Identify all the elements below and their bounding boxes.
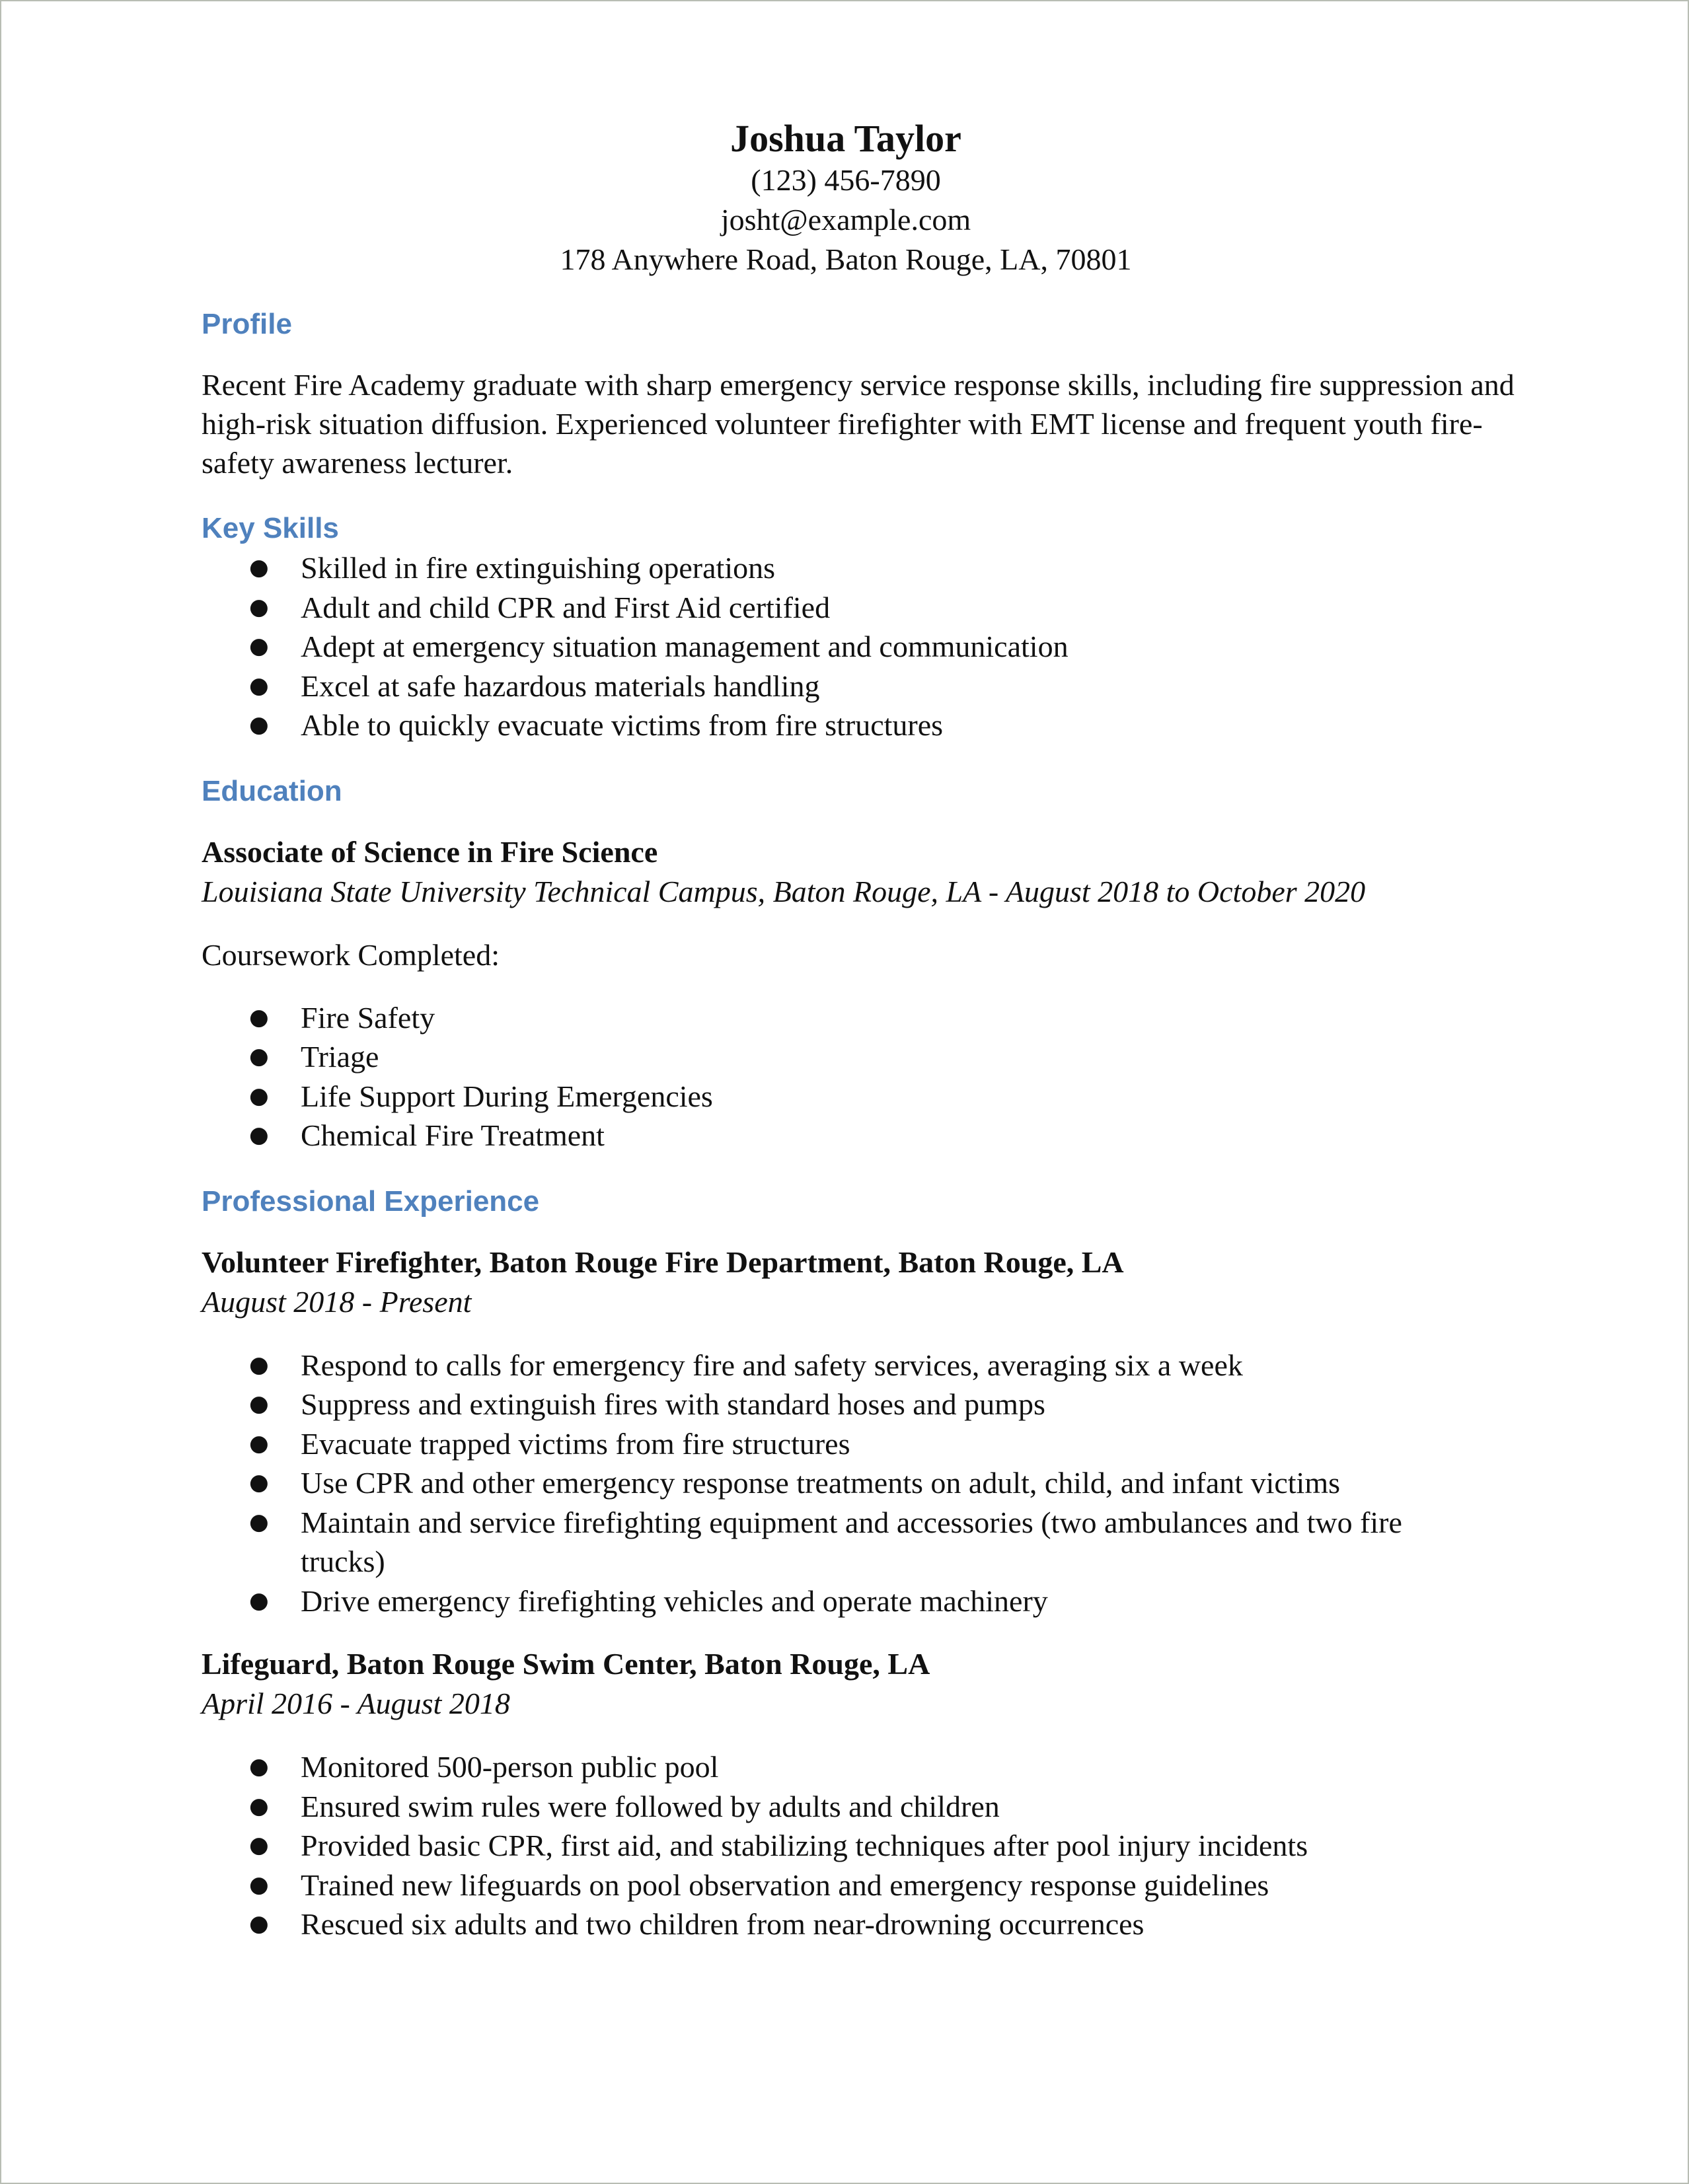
applicant-name: Joshua Taylor [730,117,961,160]
list-item: ● Respond to calls for emergency fire and safety services, averaging six a week [202,1346,1490,1385]
street-address: 178 Anywhere Road, Baton Rouge, LA, 70801 [560,242,1132,276]
list-item: ● Triage [202,1037,1517,1077]
profile-section [202,305,1517,482]
bullet-icon: ● [249,1792,269,1819]
list-item: ● Life Support During Emergencies [202,1077,1517,1116]
profile-heading: Profile [202,308,292,340]
resume-header [202,117,1490,279]
list-item: ● Monitored 500-person public pool [202,1747,1517,1787]
bullet-icon: ● [249,1391,269,1417]
bullet-icon: ● [249,711,269,738]
bullet-icon: ● [249,1587,269,1614]
bullet-icon: ● [249,1003,269,1031]
list-item: ● Rescued six adults and two children from near-drowning occurrences [202,1905,1517,1944]
job-dates: August 2018 - Present [202,1284,472,1319]
bullet-icon: ● [249,1082,269,1109]
list-item: ● Fire Safety [202,998,1517,1038]
list-item: ● Able to quickly evacuate victims from fire structures [202,706,1517,745]
list-item: ● Skilled in fire extinguishing operations [202,548,1517,588]
skills-heading: Key Skills [202,512,339,544]
education-section [202,772,1517,1155]
job-entry [202,1644,1517,1944]
skills-list [202,548,1517,745]
job-dates: April 2016 - August 2018 [202,1687,510,1720]
education-heading: Education [202,774,342,807]
job-duties-list [202,1346,1490,1621]
email-address: josht@example.com [720,203,971,237]
bullet-icon: ● [249,1832,269,1858]
job-title: Lifeguard, Baton Rouge Swim Center, Baton Rouge, LA [202,1647,930,1681]
bullet-icon: ● [249,1871,269,1898]
resume-content [202,117,1517,1944]
experience-section [202,1182,1517,1944]
job-title: Volunteer Firefighter, Baton Rouge Fire Department, Baton Rouge, LA [202,1245,1124,1279]
profile-summary: Recent Fire Academy graduate with sharp emergency service response skills, including fire suppression and high-risk situation diffusion. Experienced volunteer firefighter with EMT license and frequent youth fire-safety awareness lecturer. [202,368,1515,480]
list-item: ● Use CPR and other emergency response treatments on adult, child, and infant victims [202,1463,1490,1503]
job-entry [202,1243,1517,1621]
list-item: ● Ensured swim rules were followed by adults and children [202,1787,1517,1827]
bullet-icon: ● [249,1469,269,1496]
bullet-icon: ● [249,1043,269,1070]
skills-section [202,509,1517,745]
bullet-icon: ● [249,554,269,581]
job-duties-list [202,1747,1517,1944]
school-details: Louisiana State University Technical Campus, Baton Rouge, LA - August 2018 to October 2020 [202,874,1366,908]
list-item: ● Provided basic CPR, first aid, and stabilizing techniques after pool injury incidents [202,1826,1517,1866]
experience-heading: Professional Experience [202,1184,540,1218]
bullet-icon: ● [249,1508,269,1535]
bullet-icon: ● [249,1430,269,1457]
bullet-icon: ● [249,1911,269,1937]
degree-title: Associate of Science in Fire Science [202,834,658,869]
list-item: ● Chemical Fire Treatment [202,1116,1517,1155]
list-item: ● Maintain and service firefighting equipment and accessories (two ambulances and two fire trucks) [202,1503,1490,1582]
list-item: ● Drive emergency firefighting vehicles and operate machinery [202,1582,1490,1621]
phone-number: (123) 456-7890 [751,163,941,197]
coursework-label: Coursework Completed: [202,937,500,972]
list-item: ● Adult and child CPR and First Aid certified [202,588,1517,628]
list-item: ● Suppress and extinguish fires with standard hoses and pumps [202,1385,1490,1424]
bullet-icon: ● [249,1122,269,1148]
bullet-icon: ● [249,633,269,659]
list-item: ● Excel at safe hazardous materials handling [202,667,1517,706]
bullet-icon: ● [249,1351,269,1378]
bullet-icon: ● [249,593,269,620]
bullet-icon: ● [249,1753,269,1780]
list-item: ● Adept at emergency situation management and communication [202,627,1517,667]
list-item: ● Trained new lifeguards on pool observation and emergency response guidelines [202,1866,1517,1905]
bullet-icon: ● [249,672,269,699]
coursework-list [202,998,1517,1155]
list-item: ● Evacuate trapped victims from fire structures [202,1424,1490,1464]
